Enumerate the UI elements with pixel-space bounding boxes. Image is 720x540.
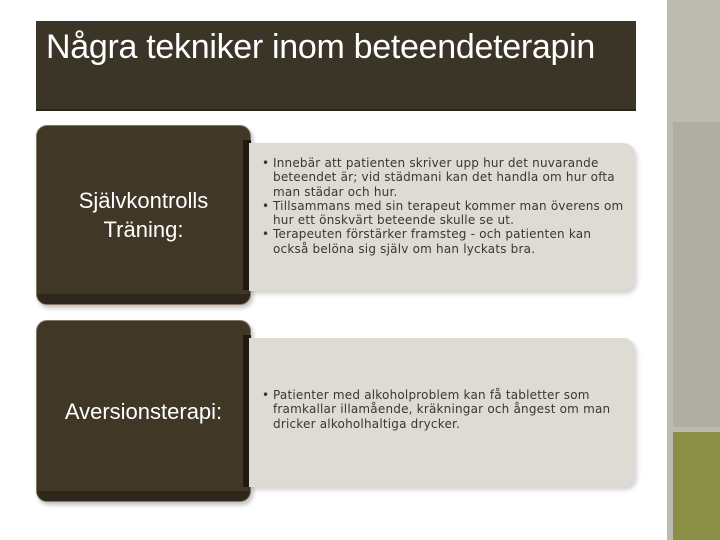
technique-label-1: Självkontrolls Träning: (78, 188, 209, 242)
technique-description-box-2 (249, 338, 635, 487)
stripe-block-accent (673, 432, 720, 540)
stripe-block-light (673, 122, 720, 427)
bullet-item: • Patienter med alkoholproblem kan få tabletter som framkallar illamående, kräkningar och ångest om man dricker alkoholhaltiga drycker. (257, 388, 625, 431)
bullet-item: • Innebär att patienten skriver upp hur det nuvarande beteendet är; vid städmani kan det handla om hur ofta man städar och hur. (257, 156, 625, 199)
technique-label-box-2 (36, 320, 251, 502)
technique-description-box-1 (249, 143, 635, 291)
title-bar (36, 21, 636, 111)
right-decorative-stripe (667, 0, 720, 540)
bullet-list-2 (257, 388, 625, 431)
technique-label-2: Aversionsterapi: (64, 398, 223, 424)
bullet-item: • Tillsammans med sin terapeut kommer man överens om hur ett önskvärt beteende skulle se ut. (257, 199, 625, 228)
bullet-item: • Terapeuten förstärker framsteg - och patienten kan också belöna sig själv om han lyckats bra. (257, 227, 625, 256)
technique-label-box-1 (36, 125, 251, 305)
slide-title: Några tekniker inom beteendeterapin (46, 28, 595, 66)
bullet-list-1 (257, 156, 625, 256)
